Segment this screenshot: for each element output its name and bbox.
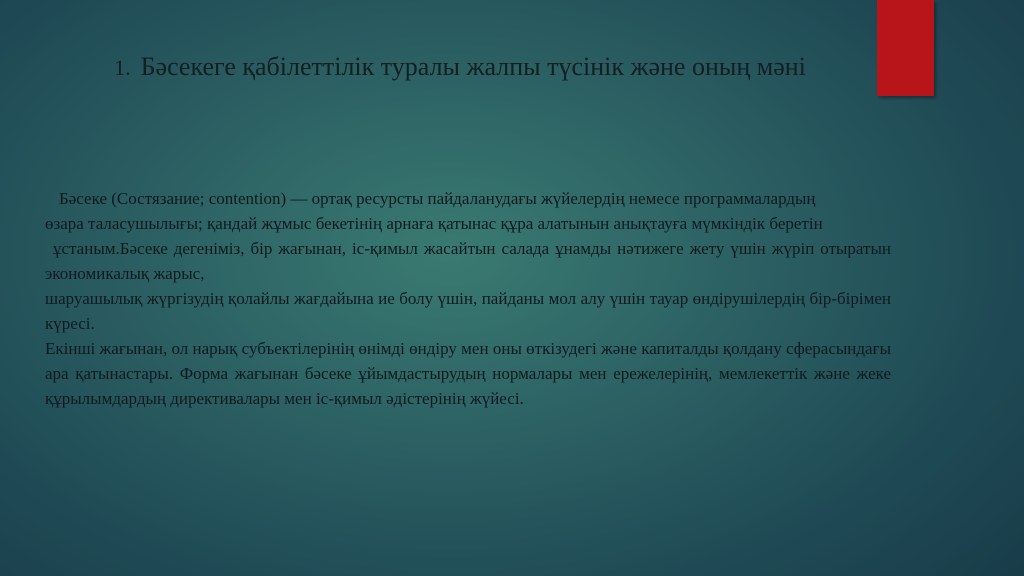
body-paragraph-1: Бәсеке (Состязание; contention) — ортақ ресурсты пайдаланудағы жүйелердің немесе программалардың (59, 189, 816, 208)
title-text: Бәсекеге қабілеттілік туралы жалпы түсінік және оның мәні (140, 52, 806, 81)
body-text (45, 186, 891, 411)
body-paragraph-5: Екінші жағынан, ол нарық субъектілерінің өнімді өндіру мен оны өткізудегі және капиталды қолдану сферасындағы ара қатынастары. Форма жағынан бәсеке ұйымдастырудың нормалары мен ережелерінің, мемлекеттік және жеке құрылымдардың директивалары мен іс-қимыл әдістерінің жүйесі. (45, 339, 891, 408)
accent-bar (877, 0, 934, 96)
body-paragraph-2: өзара таласушылығы; қандай жұмыс бекетінің арнаға қатынас құра алатынын анықтауға мүмкіндік беретін (45, 214, 823, 233)
slide-title (60, 49, 860, 85)
body-paragraph-4: шаруашылық жүргізудің қолайлы жағдайына ие болу үшін, пайданы мол алу үшін тауар өндірушілердің бір-бірімен күресі. (45, 289, 891, 333)
body-paragraph-3: ұстаным.Бәсеке дегеніміз, бір жағынан, іс-қимыл жасайтын салада ұнамды нәтижеге жету үшін жүріп отыратын экономикалық жарыс, (45, 239, 891, 283)
title-number: 1. (114, 55, 131, 80)
